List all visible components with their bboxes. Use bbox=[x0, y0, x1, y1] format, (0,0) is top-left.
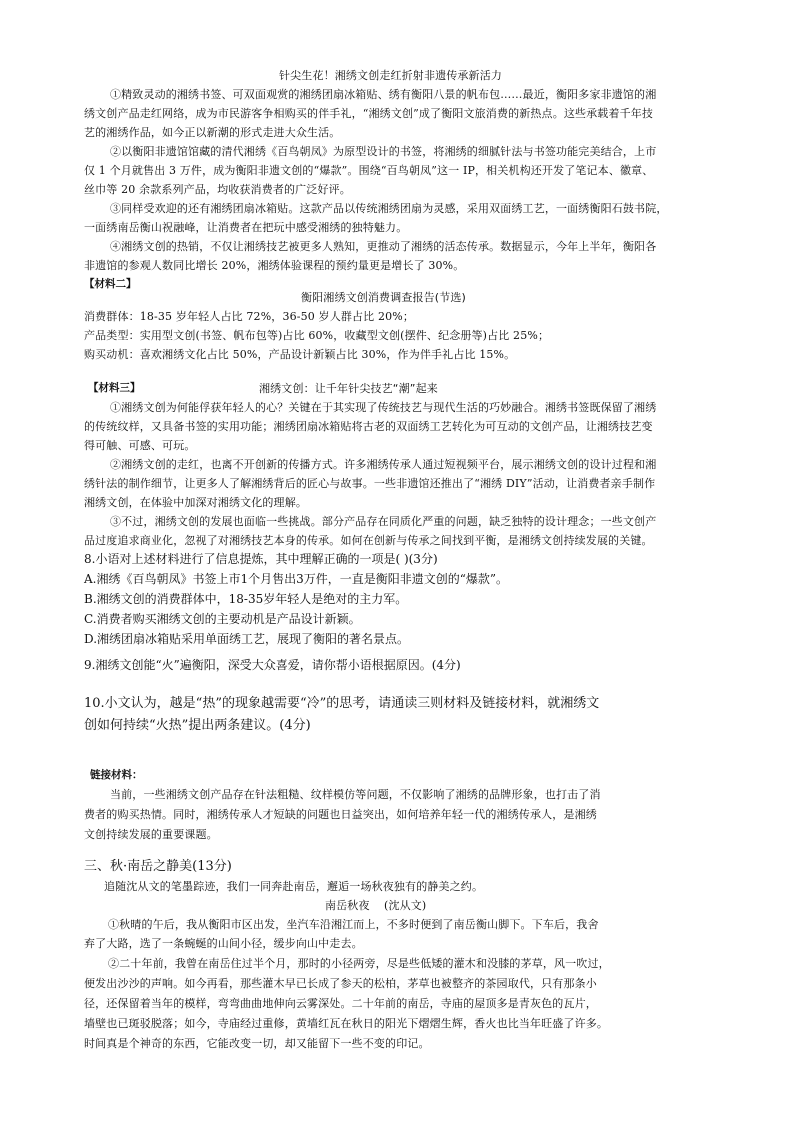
question-10-line: 创如何持续“火热”提出两条建议。(4分) bbox=[84, 718, 311, 733]
essay-title: 南岳秋夜 bbox=[325, 899, 370, 912]
material3-paragraph-line: ②湘绣文创的走红，也离不开创新的传播方式。许多湘绣传承人通过短视频平台，展示湘绣文创的设计过程和湘 bbox=[110, 458, 657, 471]
survey-line: 产品类型：实用型文创(书签、帆布包等)占比 60%，收藏型文创(摆件、纪念册等)占比 25%； bbox=[84, 329, 550, 342]
material3-paragraph-line: 湘绣文创，在体验中加深对湘绣文化的理解。 bbox=[84, 496, 307, 509]
link-material-label: 链接材料： bbox=[90, 769, 143, 781]
section3-heading: 三、秋·南岳之静美(13分) bbox=[84, 859, 232, 874]
link-material-line: 文创持续发展的重要课题。 bbox=[84, 828, 218, 841]
material3-paragraph-line: ①湘绣文创为何能俘获年轻人的心？关键在于其实现了传统技艺与现代生活的巧妙融合。湘绣书签既保留了湘绣 bbox=[110, 401, 657, 414]
essay-line: 墙壁也已斑驳脱落；如今，寺庙经过重修，黄墙红瓦在秋日的阳光下熠熠生辉，香火也比当年旺盛了许多。 bbox=[84, 1017, 609, 1030]
link-material-line: 当前，一些湘绣文创产品存在针法粗糙、纹样模仿等问题，不仅影响了湘绣的品牌形象，也打击了消 bbox=[110, 788, 601, 801]
material2-label: 【材料二】 bbox=[84, 278, 137, 290]
material1-paragraph-line: ②以衡阳非遗馆馆藏的清代湘绣《百鸟朝凤》为原型设计的书签，将湘绣的细腻针法与书签功能完美结合，上市 bbox=[110, 145, 657, 158]
material1-paragraph-line: 一面绣南岳衡山祝融峰，让消费者在把玩中感受湘绣的独特魅力。 bbox=[84, 221, 408, 234]
option-a: A.湘绣《百鸟朝凤》书签上市1个月售出3万件，一直是衡阳非遗文创的“爆款”。 bbox=[84, 572, 509, 586]
essay-author: (沈从文) bbox=[384, 899, 427, 912]
section3-intro: 追随沈从文的笔墨踪迹，我们一同奔赴南岳，邂逅一场秋夜独有的静美之约。 bbox=[104, 880, 484, 893]
survey-line: 消费群体：18-35 岁年轻人占比 72%，36-50 岁人群占比 20%； bbox=[84, 310, 415, 323]
material1-paragraph-line: ④湘绣文创的热销，不仅让湘绣技艺被更多人熟知，更推动了湘绣的活态传承。数据显示，今年上半年，衡阳各 bbox=[110, 240, 657, 253]
essay-line: 径，还保留着当年的模样，弯弯曲曲地伸向云雾深处。二十年前的南岳，寺庙的屋顶多是青灰色的瓦片， bbox=[84, 997, 597, 1010]
material1-paragraph-line: 艺的湘绣作品，如今正以新潮的形式走进大众生活。 bbox=[84, 126, 341, 139]
essay-line: ②二十年前，我曾在南岳住过半个月，那时的小径两旁，尽是些低矮的灌木和没膝的茅草，风一吹过， bbox=[108, 957, 610, 970]
material3-paragraph-line: 品过度追求商业化，忽视了对湘绣技艺本身的传承。如何在创新与传承之间找到平衡，是湘绣文创持续发展的关键。 bbox=[84, 534, 653, 547]
question-10-line: 10.小文认为，越是“热”的现象越需要“冷”的思考，请通读三则材料及链接材料，就湘绣文 bbox=[84, 696, 600, 711]
essay-line: ①秋晴的午后，我从衡阳市区出发，坐汽车沿湘江而上，不多时便到了南岳衡山脚下。下车后，我舍 bbox=[108, 918, 599, 931]
material1-title: 针尖生花！湘绣文创走红折射非遗传承新活力 bbox=[279, 69, 502, 82]
material1-paragraph-line: 绣文创产品走红网络，成为市民游客争相购买的伴手礼，“湘绣文创”成了衡阳文旅消费的新热点。这些承载着千年技 bbox=[84, 107, 654, 120]
essay-line: 时间真是个神奇的东西，它能改变一切，却又能留下一些不变的印记。 bbox=[84, 1037, 430, 1050]
question-9: 9.湘绣文创能“火”遍衡阳，深受大众喜爱，请你帮小语根据原因。(4分) bbox=[84, 658, 461, 672]
material3-paragraph-line: 的传统纹样，又具备书签的实用功能；湘绣团扇冰箱贴将古老的双面绣工艺转化为可互动的文创产品，让湘绣技艺变 bbox=[84, 420, 653, 433]
essay-line: 弃了大路，选了一条蜿蜒的山间小径，缓步向山中走去。 bbox=[84, 937, 363, 950]
material3-paragraph-line: ③不过，湘绣文创的发展也面临一些挑战。部分产品存在同质化严重的问题，缺乏独特的设计理念；一些文创产 bbox=[110, 515, 657, 528]
material3-paragraph-line: 得可触、可感、可玩。 bbox=[84, 439, 196, 452]
option-c: C.消费者购买湘绣文创的主要动机是产品设计新颖。 bbox=[84, 612, 361, 626]
option-d: D.湘绣团扇冰箱贴采用单面绣工艺，展现了衡阳的著名景点。 bbox=[84, 632, 410, 646]
question-8: 8.小语对上述材料进行了信息提炼，其中理解正确的一项是( )(3分) bbox=[84, 552, 438, 566]
material1-paragraph-line: 非遗馆的参观人数同比增长 20%，湘绣体验课程的预约量更是增长了 30%。 bbox=[84, 259, 465, 272]
material2-title: 衡阳湘绣文创消费调查报告(节选) bbox=[301, 291, 466, 304]
material3-label: 【材料三】 bbox=[88, 382, 141, 394]
material1-paragraph-line: ①精致灵动的湘绣书签、可双面观赏的湘绣团扇冰箱贴、绣有衡阳八景的帆布包……最近，衡阳多家非遗馆的湘 bbox=[110, 88, 657, 101]
option-b: B.湘绣文创的消费群体中，18-35岁年轻人是绝对的主力军。 bbox=[84, 592, 408, 606]
survey-line: 购买动机：喜欢湘绣文化占比 50%，产品设计新颖占比 30%，作为伴手礼占比 15%。 bbox=[84, 348, 516, 361]
essay-line: 便发出沙沙的声响。如今再看，那些灌木早已长成了参天的松柏，茅草也被整齐的茶园取代，只有那条小 bbox=[84, 977, 597, 990]
material1-paragraph-line: ③同样受欢迎的还有湘绣团扇冰箱贴。这款产品以传统湘绣团扇为灵感，采用双面绣工艺，一面绣衡阳石鼓书院， bbox=[110, 202, 668, 215]
material1-paragraph-line: 丝巾等 20 余款系列产品，均收获消费者的广泛好评。 bbox=[84, 183, 351, 196]
material3-paragraph-line: 绣针法的制作细节，让更多人了解湘绣背后的匠心与故事。一些非遗馆还推出了“湘绣 DIY”活动，让消费者亲手制作 bbox=[84, 477, 656, 490]
material1-paragraph-line: 仅 1 个月就售出 3 万件，成为衡阳非遗文创的“爆款”。围绕“百鸟朝凤”这一 IP，相关机构还开发了笔记本、徽章、 bbox=[84, 164, 654, 177]
link-material-line: 费者的购买热情。同时，湘绣传承人才短缺的问题也日益突出，如何培养年轻一代的湘绣传承人，是湘绣 bbox=[84, 808, 597, 821]
material3-title: 湘绣文创：让千年针尖技艺“潮”起来 bbox=[259, 382, 438, 395]
